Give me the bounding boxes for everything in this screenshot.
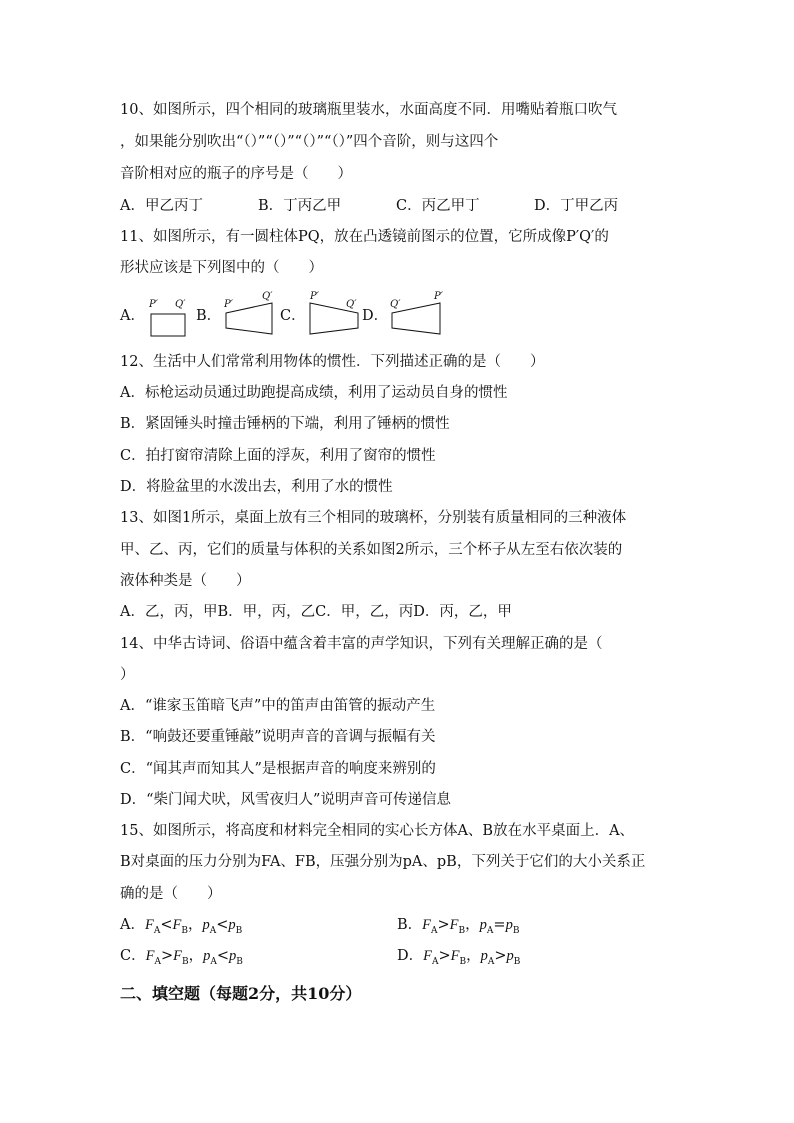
subscript: A bbox=[153, 925, 161, 936]
figure-d-label-p: P′ bbox=[434, 291, 443, 302]
question-10-option-b[interactable]: B．丁丙乙甲 bbox=[258, 198, 342, 214]
question-15-option-d[interactable] bbox=[397, 946, 520, 972]
subscript: B bbox=[458, 925, 466, 936]
option-letter: C． bbox=[120, 948, 146, 964]
question-11-option-a-label[interactable]: A． bbox=[120, 308, 145, 324]
section-2-heading: 二、填空题（每题2分，共10分） bbox=[120, 984, 362, 1003]
subscript: B bbox=[459, 956, 467, 967]
subscript: A bbox=[209, 925, 217, 936]
figure-b-label-q: Q′ bbox=[262, 291, 273, 302]
subscript: B bbox=[181, 956, 189, 967]
figure-c-label-p: P′ bbox=[310, 291, 319, 302]
question-14-text-line-2: ） bbox=[120, 667, 135, 683]
pressure-symbol: p bbox=[229, 948, 237, 964]
relation: > bbox=[437, 917, 450, 933]
question-14-text-line-1: 14、中华古诗词、俗语中蕴含着丰富的声学知识，下列有关理解正确的是（ bbox=[120, 636, 603, 652]
question-14-option-a[interactable]: A．“谁家玉笛暗飞声”中的笛声由笛管的振动产生 bbox=[120, 698, 436, 714]
force-symbol: F bbox=[173, 948, 182, 964]
subscript: B bbox=[236, 956, 243, 967]
pressure-symbol: p bbox=[228, 917, 236, 933]
subscript: A bbox=[431, 925, 438, 936]
option-letter: A． bbox=[120, 917, 145, 933]
force-symbol: F bbox=[450, 948, 460, 964]
question-15-text-line-3: 确的是（ ） bbox=[120, 886, 222, 902]
figure-a-label-p: P′ bbox=[149, 299, 158, 310]
question-10-option-a[interactable]: A．甲乙丙丁 bbox=[120, 198, 203, 214]
question-11-text-line-2: 形状应该是下列图中的（ ） bbox=[120, 260, 323, 276]
relation: > bbox=[438, 948, 451, 964]
question-15-text-line-2: B对桌面的压力分别为FA、FB，压强分别为pA、pB，下列关于它们的大小关系正 bbox=[120, 854, 646, 870]
figure-b-label-p: P′ bbox=[224, 299, 233, 310]
pressure-symbol: p bbox=[480, 948, 488, 964]
question-10-text-line-2: ，如果能分别吹出“（）”“（）”“（）”“（）”四个音阶，则与这四个 bbox=[120, 134, 499, 150]
subscript: B bbox=[513, 956, 521, 967]
question-15-option-b[interactable] bbox=[397, 915, 519, 941]
relation: < bbox=[216, 917, 229, 933]
pressure-symbol: p bbox=[506, 948, 514, 964]
question-10-option-d[interactable]: D．丁甲乙丙 bbox=[534, 198, 619, 214]
question-11-option-b-label[interactable]: B． bbox=[196, 308, 222, 324]
pressure-symbol: p bbox=[202, 917, 210, 933]
figure-c-label-q: Q′ bbox=[346, 299, 357, 310]
force-symbol: F bbox=[144, 917, 154, 933]
subscript: A bbox=[154, 956, 161, 967]
option-letter: D． bbox=[397, 948, 424, 964]
question-11-text-line-1: 11、如图所示，有一圆柱体PQ，放在凸透镜前图示的位置，它所成像P′Q′的 bbox=[120, 229, 609, 245]
question-10-text-line-1: 10、如图所示，四个相同的玻璃瓶里装水，水面高度不同．用嘴贴着瓶口吹气 bbox=[120, 102, 617, 118]
question-12-option-d[interactable]: D．将脸盆里的水泼出去，利用了水的惯性 bbox=[120, 479, 393, 495]
force-symbol: F bbox=[423, 948, 432, 964]
question-12-option-b[interactable]: B．紧固锤头时撞击锤柄的下端，利用了锤柄的惯性 bbox=[120, 416, 450, 432]
force-symbol: F bbox=[145, 948, 155, 964]
subscript: A bbox=[432, 956, 439, 967]
question-12-text-line-1: 12、生活中人们常常利用物体的惯性．下列描述正确的是（ ） bbox=[120, 354, 545, 370]
question-14-option-b[interactable]: B．“响鼓还要重锤敲”说明声音的音调与振幅有关 bbox=[120, 729, 436, 745]
figure-a-rectangle bbox=[151, 314, 185, 336]
subscript: A bbox=[486, 925, 494, 936]
subscript: A bbox=[487, 956, 495, 967]
separator: ， bbox=[188, 948, 204, 964]
question-10-text-line-3: 音阶相对应的瓶子的序号是（ ） bbox=[120, 166, 352, 182]
question-11-option-c-figure[interactable] bbox=[304, 286, 366, 340]
question-11-option-d-figure[interactable] bbox=[386, 286, 446, 340]
option-letter: B． bbox=[397, 917, 423, 933]
force-symbol: F bbox=[449, 917, 459, 933]
question-11-option-a-figure[interactable] bbox=[145, 292, 191, 340]
question-12-option-c[interactable]: C．拍打窗帘清除上面的浮灰，利用了窗帘的惯性 bbox=[120, 448, 436, 464]
question-13-text-line-1: 13、如图1所示，桌面上放有三个相同的玻璃杯，分别装有质量相同的三种液体 bbox=[120, 510, 627, 526]
pressure-symbol: p bbox=[479, 917, 487, 933]
separator: ， bbox=[465, 917, 480, 933]
force-symbol: F bbox=[172, 917, 182, 933]
figure-a-label-q: Q′ bbox=[175, 299, 186, 310]
question-15-text-line-1: 15、如图所示，将高度和材料完全相同的实心长方体A、B放在水平桌面上．A、 bbox=[120, 823, 635, 839]
question-11-option-c-label[interactable]: C． bbox=[280, 308, 306, 324]
subscript: B bbox=[235, 925, 243, 936]
question-14-option-c[interactable]: C．“闻其声而知其人”是根据声音的响度来辨别的 bbox=[120, 761, 436, 777]
pressure-symbol: p bbox=[505, 917, 513, 933]
question-10-option-c[interactable]: C．丙乙甲丁 bbox=[396, 198, 480, 214]
subscript: A bbox=[210, 956, 217, 967]
relation: > bbox=[494, 948, 507, 964]
relation: = bbox=[493, 917, 506, 933]
pressure-symbol: p bbox=[203, 948, 211, 964]
question-11-option-d-label[interactable]: D． bbox=[362, 308, 389, 324]
relation: < bbox=[216, 948, 230, 964]
force-symbol: F bbox=[422, 917, 432, 933]
question-13-text-line-3: 液体种类是（ ） bbox=[120, 573, 251, 589]
subscript: B bbox=[181, 925, 188, 936]
relation: > bbox=[160, 948, 174, 964]
question-15-option-a[interactable] bbox=[120, 915, 242, 941]
figure-d-label-q: Q′ bbox=[390, 299, 401, 310]
question-15-option-c[interactable] bbox=[120, 946, 243, 972]
separator: ， bbox=[466, 948, 481, 964]
subscript: B bbox=[512, 925, 520, 936]
question-12-option-a[interactable]: A．标枪运动员通过助跑提高成绩，利用了运动员自身的惯性 bbox=[120, 385, 508, 401]
question-13-options[interactable]: A．乙，丙，甲B．甲，丙，乙C．甲，乙，丙D．丙，乙，甲 bbox=[120, 604, 512, 620]
question-14-option-d[interactable]: D．“柴门闻犬吠，风雪夜归人”说明声音可传递信息 bbox=[120, 792, 451, 808]
question-13-text-line-2: 甲、乙、丙，它们的质量与体积的关系如图2所示，三个杯子从左至右依次装的 bbox=[120, 542, 623, 558]
separator: ， bbox=[187, 917, 203, 933]
question-11-option-b-figure[interactable] bbox=[220, 286, 276, 340]
relation: < bbox=[160, 917, 173, 933]
